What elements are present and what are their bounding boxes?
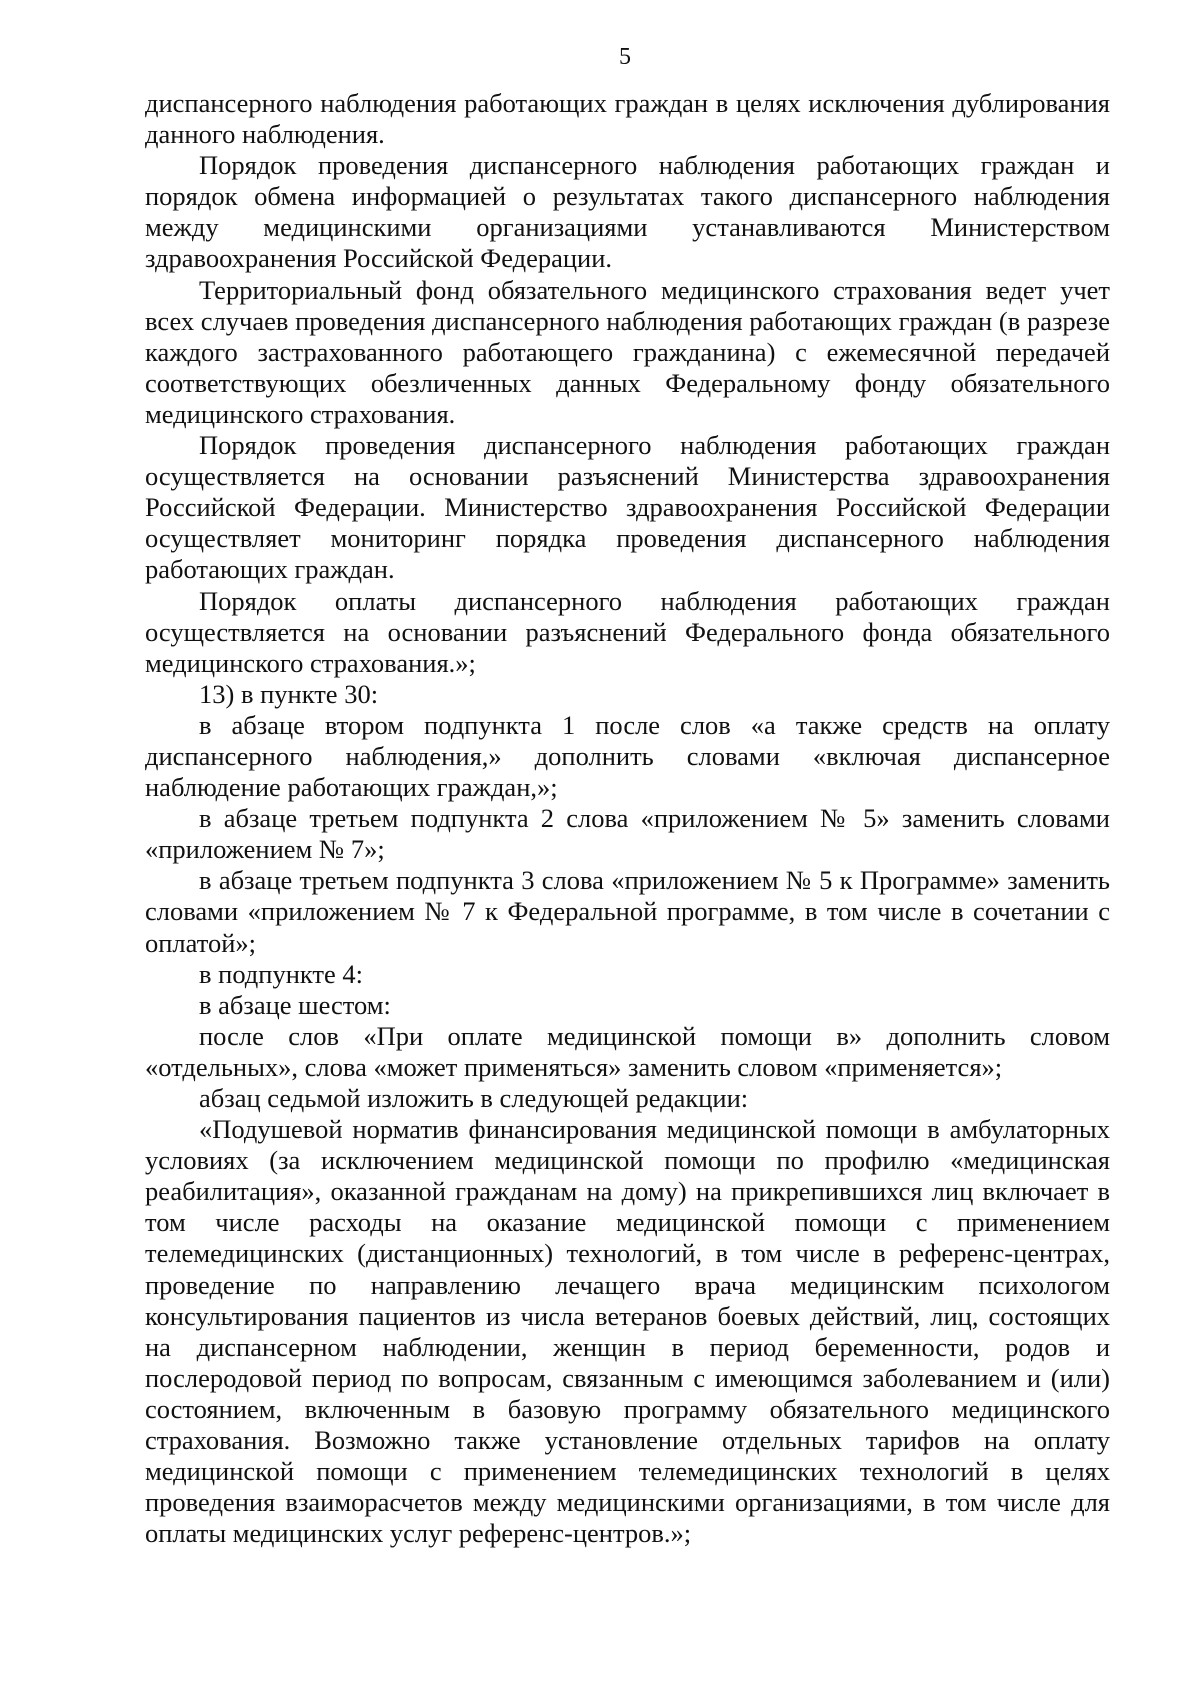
paragraph-subitem-4: в подпункте 4: (199, 958, 364, 989)
paragraph-item-13: 13) в пункте 30: (199, 678, 379, 709)
paragraph-continuation: диспансерного наблюдения работающих граждан в целях исключения дублирования данного наблюдения. (145, 88, 1110, 150)
paragraph-payment-procedure: Порядок оплаты диспансерного наблюдения работающих граждан осуществляется на основании разъяснений Федерального фонда обязательного медицинского страхования.»; (145, 585, 1110, 678)
paragraph-territorial-fund: Территориальный фонд обязательного медицинского страхования ведет учет всех случаев проведения диспансерного наблюдения работающих граждан (в разрезе каждого застрахованного работающего гражданина) с ежемесячной передачей соответствующих обезличенных данных Федеральному фонду обязательного медицинского страхования. (145, 274, 1110, 429)
paragraph-subitem-1: в абзаце втором подпункта 1 после слов «а также средств на оплату диспансерного наблюдения,» дополнить словами «включая диспансерное наблюдение работающих граждан,»; (145, 709, 1110, 803)
paragraph-seventh-clause: абзац седьмой изложить в следующей редакции: (199, 1083, 749, 1113)
paragraph-subitem-3: в абзаце третьем подпункта 3 слова «приложением № 5 к Программе» заменить словами «приложением № 7 к Федеральной программе, в том числе в сочетании с оплатой»; (145, 865, 1110, 958)
paragraph-sixth-clause: в абзаце шестом: (199, 989, 391, 1020)
document-body (145, 88, 1110, 1549)
paragraph-procedure-exchange: Порядок проведения диспансерного наблюдения работающих граждан и порядок обмена информацией о результатах такого диспансерного наблюдения между медицинскими организациями устанавливаются Министерством здравоохранения Российской Федерации. (145, 150, 1110, 274)
paragraph-ministry-clarifications: Порядок проведения диспансерного наблюдения работающих граждан осуществляется на основании разъяснений Министерства здравоохранения Российской Федерации. Министерство здравоохранения Российской Федерации осуществляет мониторинг порядка проведения диспансерного наблюдения работающих граждан. (145, 430, 1110, 585)
paragraph-per-capita-norm: «Подушевой норматив финансирования медицинской помощи в амбулаторных условиях (за исключением медицинской помощи по профилю «медицинская реабилитация», оказанной гражданам на дому) на прикрепившихся лиц включает в том числе расходы на оказание медицинской помощи с применением телемедицинских (дистанционных) технологий, в том числе в референс-центрах, проведение по направлению лечащего врача медицинским психологом консультирования пациентов из числа ветеранов боевых действий, лиц, состоящих на диспансерном наблюдении, женщин в период беременности, родов и послеродовой период по вопросам, связанным с имеющимся заболеванием и (или) состоянием, включенным в базовую программу обязательного медицинского страхования. Возможно также установление отдельных тарифов на оплату медицинской помощи с применением телемедицинских технологий в целях проведения взаиморасчетов между медицинскими организациями, в том числе для оплаты медицинских услуг референс-центров.»; (145, 1114, 1110, 1549)
paragraph-after-words: после слов «При оплате медицинской помощи в» дополнить словом «отдельных», слова «может применяться» заменить словом «применяется»; (145, 1020, 1110, 1082)
page-number: 5 (619, 44, 631, 70)
paragraph-subitem-2: в абзаце третьем подпункта 2 слова «приложением № 5» заменить словами «приложением № 7»; (145, 803, 1110, 865)
